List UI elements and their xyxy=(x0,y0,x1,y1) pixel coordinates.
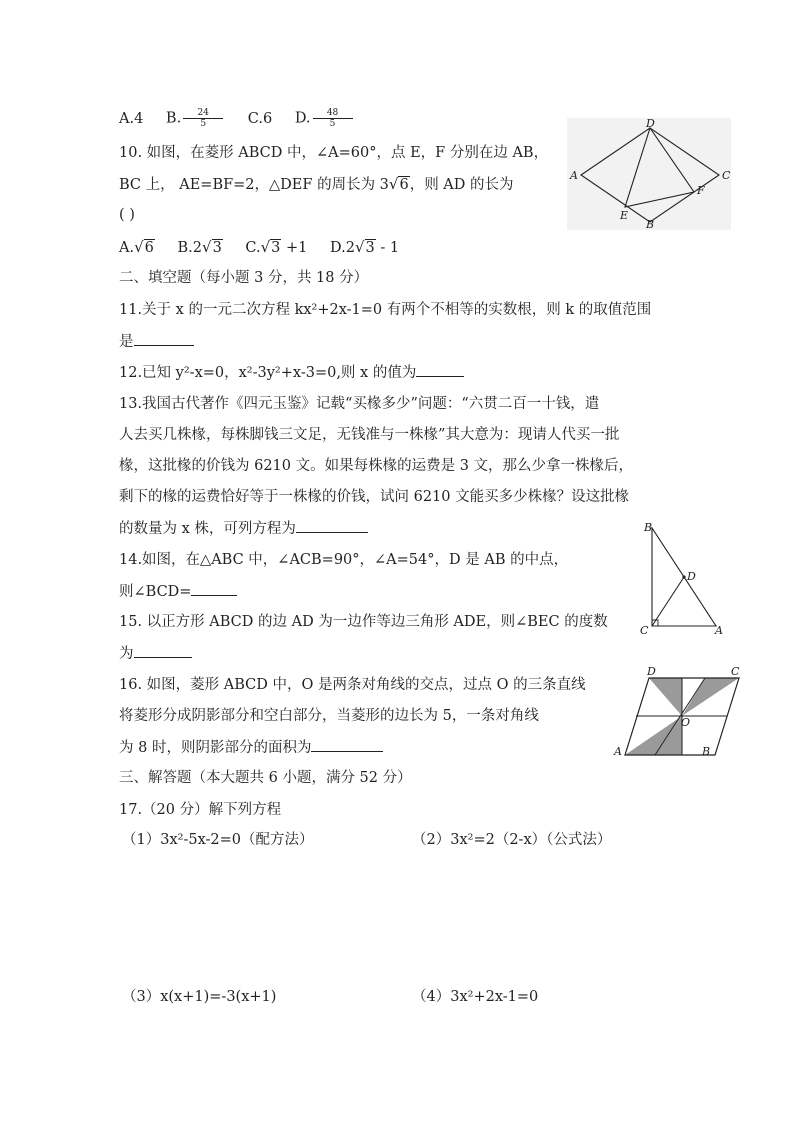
answer-blank xyxy=(134,643,192,658)
q13-line1: 13.我国古代著作《四元玉鉴》记载“买椽多少”问题：“六贯二百一十钱，遣 xyxy=(119,396,600,412)
q16-line1: 16. 如图，菱形 ABCD 中，O 是两条对角线的交点，过点 O 的三条直线 xyxy=(119,677,586,693)
section2-title: 二、填空题（每小题 3 分，共 18 分） xyxy=(119,270,369,286)
label-b: B xyxy=(644,521,653,534)
q10-option-b: B.2√3 xyxy=(177,238,222,256)
answer-blank xyxy=(191,581,237,596)
q10-line1: 10. 如图，在菱形 ABCD 中，∠A=60°，点 E，F 分别在边 AB， xyxy=(119,145,549,161)
q17-part3: （3）x(x+1)=-3(x+1) xyxy=(122,989,277,1005)
q16-line3: 为 8 时，则阴影部分的面积为 xyxy=(119,737,383,758)
q17-part4: （4）3x²+2x-1=0 xyxy=(412,989,539,1005)
q13-line3: 椽，这批椽的价钱为 6210 文。如果每株椽的运费是 3 文，那么少拿一株椽后， xyxy=(119,458,634,474)
answer-blank xyxy=(134,331,194,346)
label-c: C xyxy=(640,624,649,637)
q9-option-b: B. $\frac{24}{5}$ xyxy=(166,108,225,129)
label-c: C xyxy=(731,665,740,678)
q12-line: 12.已知 y²-x=0，x²-3y²+x-3=0,则 x 的值为 xyxy=(119,362,464,383)
q10-line2: BC 上， AE=BF=2，△DEF 的周长为 3√6，则 AD 的长为 xyxy=(119,175,514,193)
q10-options xyxy=(119,237,417,258)
label-a: A xyxy=(570,169,578,182)
label-o: O xyxy=(681,716,691,729)
fraction: $\frac{48}{5}$ xyxy=(313,108,353,129)
q16-shaded-rhombus-figure xyxy=(609,665,745,757)
label-b: B xyxy=(702,745,711,757)
q10-answer-paren: ( ) xyxy=(119,207,135,223)
q10-option-d: D.2√3 - 1 xyxy=(329,238,400,256)
q9-option-c: C.6 xyxy=(247,110,273,127)
q15-line1: 15. 以正方形 ABCD 的边 AD 为一边作等边三角形 ADE，则∠BEC 的度数 xyxy=(119,614,608,630)
q13-line4: 剩下的椽的运费恰好等于一株椽的价钱，试问 6210 文能买多少株椽？设这批椽 xyxy=(119,489,630,505)
q10-option-c: C.√3 +1 xyxy=(245,238,308,256)
q13-line2: 人去买几株椽，每株脚钱三文足，无钱准与一株椽”其大意为：现请人代买一批 xyxy=(119,427,620,443)
fraction: $\frac{24}{5}$ xyxy=(183,108,223,129)
label-d: D xyxy=(647,665,656,678)
q10-rhombus-figure xyxy=(567,118,731,230)
q14-line2: 则∠BCD= xyxy=(119,581,237,602)
q9-option-a: A.4 xyxy=(119,110,144,127)
answer-blank xyxy=(416,362,464,377)
shaded-region xyxy=(649,678,682,716)
label-e: E xyxy=(620,209,629,222)
label-d: D xyxy=(687,570,696,583)
q14-triangle-figure xyxy=(636,520,728,638)
q9-option-d: D. $\frac{48}{5}$ xyxy=(295,108,355,129)
point-d xyxy=(682,575,685,578)
label-f: F xyxy=(697,184,705,197)
q10-option-a: A.√6 xyxy=(119,238,154,256)
label-d: D xyxy=(646,118,655,130)
q13-line5: 的数量为 x 株，可列方程为 xyxy=(119,518,368,539)
q16-line2: 将菱形分成阴影部分和空白部分，当菱形的边长为 5，一条对角线 xyxy=(119,708,539,724)
q9-options xyxy=(119,108,373,129)
label-a: A xyxy=(715,624,723,637)
section3-title: 三、解答题（本大题共 6 小题，满分 52 分） xyxy=(119,770,412,786)
q14-line1: 14.如图，在△ABC 中，∠ACB=90°，∠A=54°，D 是 AB 的中点， xyxy=(119,552,569,568)
q17-title: 17.（20 分）解下列方程 xyxy=(119,802,282,818)
figure-background xyxy=(567,118,731,230)
answer-blank xyxy=(311,737,383,752)
q17-part2: （2）3x²=2（2-x）（公式法） xyxy=(412,832,612,848)
label-c: C xyxy=(722,169,731,182)
q11-line2: 是 xyxy=(119,331,194,352)
median-cd xyxy=(652,577,684,626)
label-a: A xyxy=(614,745,622,757)
label-b: B xyxy=(646,218,655,230)
q15-line2: 为 xyxy=(119,643,192,664)
q11-line1: 11.关于 x 的一元二次方程 kx²+2x-1=0 有两个不相等的实数根，则 k 的取值范围 xyxy=(119,302,652,318)
answer-blank xyxy=(296,518,368,533)
q17-part1: （1）3x²-5x-2=0（配方法） xyxy=(122,832,314,848)
